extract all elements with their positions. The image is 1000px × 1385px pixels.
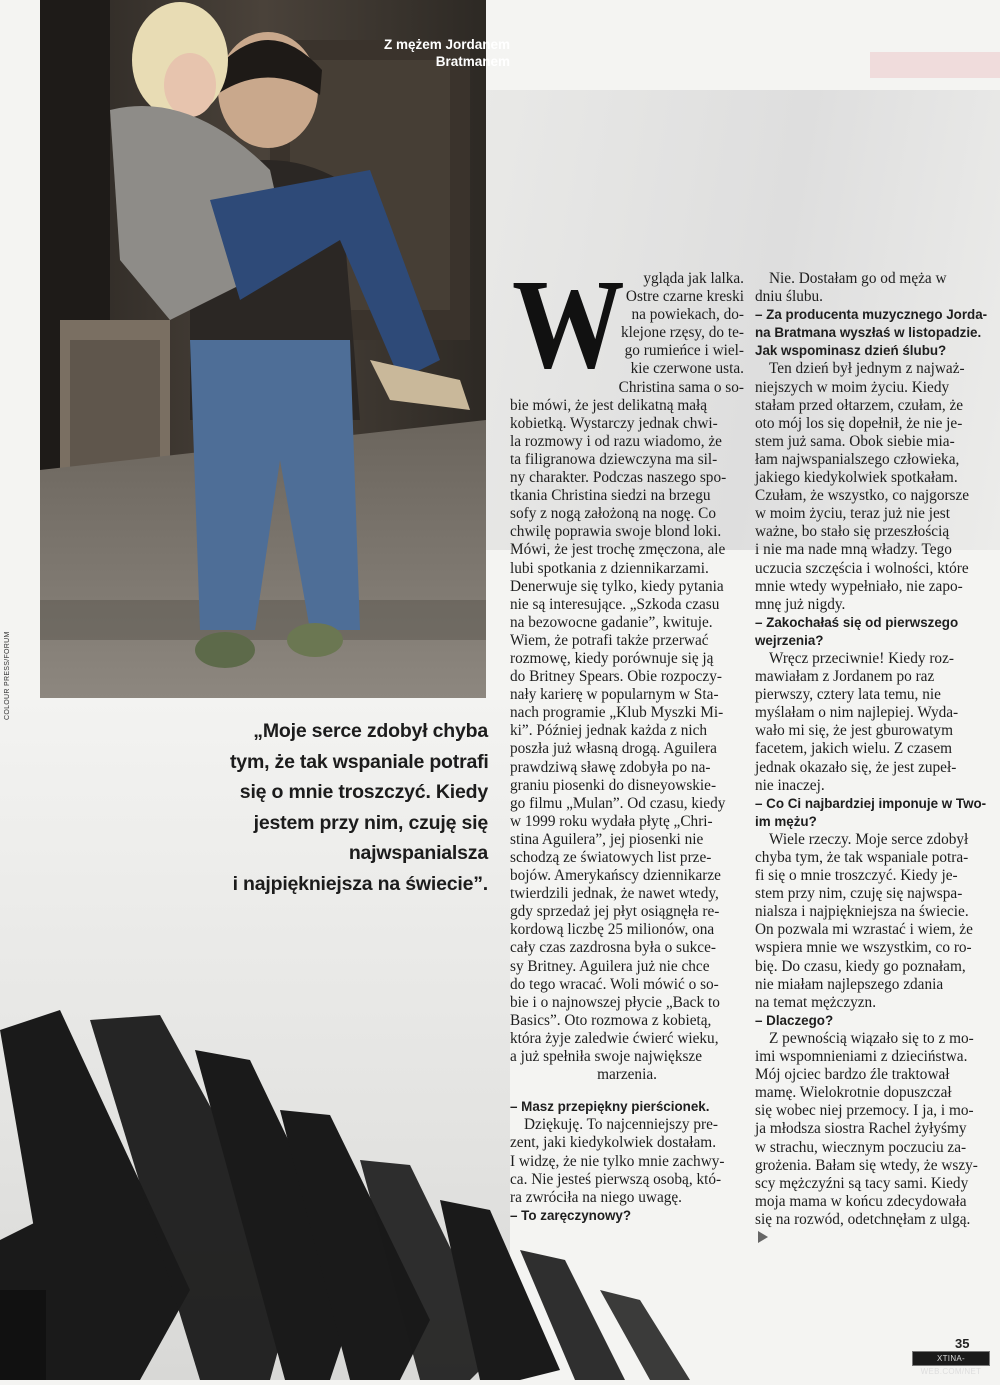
article-text-line: która żyje zaledwie ćwierć wieku, bbox=[510, 1029, 719, 1047]
article-text-line: pierwszy, cztery lata temu, nie bbox=[755, 686, 941, 704]
article-text-line: ygląda jak lalka. bbox=[643, 270, 744, 287]
article-text-line: imi wspomnieniami z dzieciństwa. bbox=[755, 1048, 968, 1066]
article-text-line: mawiałam z Jordanem po raz bbox=[755, 668, 935, 686]
article-text-line: nach programie „Klub Myszki Mi- bbox=[510, 704, 724, 722]
article-text-line: ki”. Później jednak każda z nich bbox=[510, 722, 708, 740]
interview-question: – Co Ci najbardziej imponuje w Two- bbox=[755, 795, 987, 811]
article-text-line: oto mój los się dopełnił, że nie je- bbox=[755, 414, 963, 432]
photo-caption: Z mężem Jordanem Bratmanem bbox=[383, 37, 510, 69]
article-text-line: sy Britney. Aguilera już nie chce bbox=[510, 957, 710, 975]
article-text-line: na bezowocne gadanie”, kwituje. bbox=[510, 613, 713, 631]
article-text-line: graniu piosenki do disneyowskie- bbox=[510, 776, 717, 794]
article-text-line: chyba tym, że tak wspaniale potra- bbox=[755, 849, 969, 866]
article-text-line: łam najwspanialszego człowieka, bbox=[755, 450, 960, 468]
article-text-line: zent, jaki kiedykolwiek dostałam. bbox=[510, 1134, 717, 1152]
article-text-line: scy mężczyźni są tacy sami. Kiedy bbox=[755, 1174, 969, 1192]
article-text-line: Wiele rzeczy. Moje serce zdobył bbox=[769, 830, 969, 848]
article-text-line: poszła już własną drogą. Aguilera bbox=[510, 740, 717, 758]
article-text-line: dniu ślubu. bbox=[755, 288, 823, 306]
interview-question: Jak wspominasz dzień ślubu? bbox=[755, 343, 947, 359]
article-text-line: myślałam o nim najlepiej. Wyda- bbox=[755, 704, 959, 722]
interview-question: – To zaręczynowy? bbox=[510, 1207, 632, 1223]
article-text-line: facetem, jakich wielu. Z czasem bbox=[755, 740, 953, 758]
interview-question: – Za producenta muzycznego Jorda- bbox=[755, 307, 988, 323]
article-text-line: na powiekach, do- bbox=[631, 306, 744, 324]
article-text-line: prawdziwą sławę zdobyła po na- bbox=[510, 758, 711, 776]
article-text-line: ja młodsza siostra Rachel żyłyśmy bbox=[755, 1120, 967, 1138]
article-text-line: go filmu „Mulan”. Od czasu, kiedy bbox=[510, 794, 726, 812]
article-text-line: stina Aguilera”, jej piosenki nie bbox=[510, 830, 704, 848]
article-text-line: kordową liczbę 25 milionów, ona bbox=[510, 921, 715, 939]
article-text-line: Wręcz przeciwnie! Kiedy roz- bbox=[769, 649, 954, 667]
article-text-line: kie czerwone usta. bbox=[630, 360, 744, 378]
article-text-line: w moim życiu, teraz już nie jest bbox=[755, 505, 950, 523]
article-text-line: bie i o najnowszej płycie „Back to bbox=[510, 993, 720, 1011]
article-text-line: nialsza i najpiękniejsza na świecie. bbox=[755, 903, 969, 921]
interview-question: – Zakochałaś się od pierwszego bbox=[755, 614, 959, 630]
article-text-line: On pozwala mi wzrastać i wiem, że bbox=[755, 921, 973, 939]
article-text-line: a już spełniła swoje największe bbox=[510, 1048, 702, 1066]
pull-quote-line: „Moje serce zdobył chyba bbox=[253, 720, 488, 742]
article-text-line: schodzą ze światowych list prze- bbox=[510, 849, 712, 866]
article-text-line: niejszych w moim życiu. Kiedy bbox=[755, 378, 950, 396]
arrow-right-icon bbox=[758, 1231, 768, 1243]
article-text-line: gdy sprzedaż jej płyt osiągnęła re- bbox=[510, 903, 720, 921]
article-text-line: Mówi, że jest trochę zmęczona, ale bbox=[510, 541, 726, 559]
article-text-line: moja mama w końcu zdecydowała bbox=[755, 1192, 967, 1210]
pull-quote bbox=[230, 716, 488, 899]
pull-quote-line: tym, że tak wspaniale potrafi bbox=[230, 750, 489, 773]
article-text-line: mnę już nigdy. bbox=[755, 595, 846, 613]
article-text-line: Denerwuje się tylko, kiedy pytania bbox=[510, 577, 724, 595]
pull-quote-line: i najpiękniejsza na świecie”. bbox=[232, 872, 488, 895]
article-text-line: rozmowę, kiedy porównuje się ją bbox=[510, 649, 714, 667]
drop-cap: W bbox=[512, 253, 625, 395]
pull-quote-line: jestem przy nim, czuję się bbox=[253, 811, 488, 834]
article-text-line: bojów. Amerykańscy dziennikarze bbox=[510, 867, 721, 885]
article-text-line: lubi spotkania z dziennikarzami. bbox=[510, 559, 709, 577]
article-text-line: jakiego kiedykolwiek spotkałam. bbox=[755, 469, 958, 487]
article-text-line: na temat mężczyzn. bbox=[755, 993, 877, 1011]
article-text-line: chwilę poprawia swoje blond loki. bbox=[510, 523, 722, 541]
article-text-line: ca. Nie jesteś pierwszą osobą, któ- bbox=[510, 1170, 722, 1188]
article-text-line: bię. Do czasu, kiedy go poznałam, bbox=[755, 957, 966, 975]
pull-quote-line: się o mnie troszczyć. Kiedy bbox=[239, 781, 488, 803]
photo-credit: COLOUR PRESS/FORUM bbox=[4, 631, 11, 720]
article-text-line: stałam przed ołtarzem, czułam, że bbox=[755, 396, 964, 414]
pull-quote-line: najwspanialsza bbox=[348, 842, 488, 864]
article-text-line: kobietką. Wystarczy jednak chwi- bbox=[510, 414, 718, 432]
article-text-line: do tego wracać. Woli mówić o so- bbox=[510, 975, 719, 993]
interview-question: – Masz przepiękny pierścionek. bbox=[510, 1099, 710, 1115]
article-text-line: nały karierę w popularnym w Sta- bbox=[510, 686, 719, 704]
article-text-line: sofy z nogą założoną na nogę. Co bbox=[510, 505, 717, 523]
article-text-line: i nie ma nade mną władzy. Tego bbox=[755, 541, 952, 559]
paragraph-gap bbox=[510, 1084, 744, 1098]
article-column-1 bbox=[510, 253, 744, 1225]
article-text-line: nie inaczej. bbox=[755, 776, 825, 794]
article-text-line: do Britney Spears. Obie rozpoczy- bbox=[510, 668, 722, 686]
article-text-line: mnie wtedy wypełniało, nie zapo- bbox=[755, 577, 963, 595]
article-text-line: nie miałam najlepszego zdania bbox=[755, 975, 944, 993]
article-text-line: ny charakter. Podczas naszego spo- bbox=[510, 469, 727, 487]
article-text-line: się na rozwód, odetchnęłam z ulgą. bbox=[755, 1210, 971, 1228]
article-text-line: stem przy nim, czuję się najwspa- bbox=[755, 885, 963, 903]
article-text-line: nie są interesujące. „Szkoda czasu bbox=[510, 595, 720, 613]
article-text-line: mamę. Wielokrotnie dopuszczał bbox=[755, 1084, 952, 1102]
article-text-line: Z pewnością wiązało się to z mo- bbox=[769, 1029, 974, 1047]
article-text-line: I widzę, że nie tylko mnie zachwy- bbox=[510, 1152, 725, 1170]
decorative-pink-band bbox=[870, 52, 1000, 78]
interview-question: wejrzenia? bbox=[755, 632, 824, 648]
interview-question: – Dlaczego? bbox=[755, 1012, 834, 1028]
article-text-line: Wiem, że potrafi także przerwać bbox=[510, 631, 709, 649]
article-text-line: w 1999 roku wydała płytę „Chri- bbox=[510, 812, 713, 830]
article-text-line: fi się o mnie troszczyć. Kiedy je- bbox=[755, 867, 958, 885]
article-text-line: bie mówi, że jest delikatną małą bbox=[510, 396, 708, 414]
interview-question: im mężu? bbox=[755, 813, 817, 829]
article-text-line: Basics”. Oto rozmowa z kobietą, bbox=[510, 1011, 712, 1029]
article-text-line: jednak okazało się, że jest zupeł- bbox=[755, 758, 957, 776]
interview-question: na Bratmana wyszłaś w listopadzie. bbox=[755, 325, 982, 341]
article-text-line: stem już sama. Obok siebie mia- bbox=[755, 432, 955, 450]
article-text-line: Mój ojciec bardzo źle traktował bbox=[755, 1066, 950, 1084]
article-text-line: cały czas zazdrosna była o sukce- bbox=[510, 939, 716, 957]
article-text-line: Dziękuję. To najcenniejszy pre- bbox=[524, 1116, 719, 1134]
photo-couple bbox=[40, 0, 510, 698]
article-text-line: ważne, bo stało się przeszłością bbox=[755, 523, 950, 541]
page-number: 35 bbox=[955, 1336, 970, 1351]
article-text-line: go rumieńce i wiel- bbox=[624, 342, 744, 360]
article-text-line: Czułam, że wszystko, co najgorsze bbox=[755, 487, 970, 505]
article-text-line: Ostre czarne kreski bbox=[625, 288, 744, 306]
article-text-line: marzenia. bbox=[597, 1066, 657, 1084]
article-text-line: Christina sama o so- bbox=[618, 378, 744, 396]
article-text-line: wało mi się, że jest gburowatym bbox=[755, 722, 953, 740]
article-text-line: grożenia. Bałam się wtedy, że wszy- bbox=[755, 1156, 978, 1174]
article-text-line: tkania Christina siedzi na brzegu bbox=[510, 487, 711, 505]
article-text-line: la rozmowy i od razu wiadomo, że bbox=[510, 432, 722, 450]
article-text-line: ta filigranowa dziewczyna ma sil- bbox=[510, 450, 718, 468]
article-text-line: ra zwróciła na niego uwagę. bbox=[510, 1188, 683, 1206]
article-text-line: się wobec niej przemocy. I ja, i mo- bbox=[755, 1102, 974, 1120]
article-text-line: w strachu, wiecznym poczuciu za- bbox=[755, 1138, 967, 1156]
site-watermark: XTINA-WEB.COM/NET bbox=[912, 1351, 990, 1366]
article-text-line: klejone rzęsy, do te- bbox=[620, 324, 744, 342]
article-text-line: uczucia szczęścia i wolności, które bbox=[755, 559, 969, 577]
article-column-2 bbox=[755, 270, 988, 1247]
article-text-line: Ten dzień był jednym z najważ- bbox=[769, 360, 965, 378]
article-text-line: twierdzili jednak, że nawet wtedy, bbox=[510, 885, 719, 903]
article-text-line: wspiera mnie we wszystkim, co ro- bbox=[755, 939, 972, 957]
article-text-line: Nie. Dostałam go od męża w bbox=[769, 270, 947, 287]
